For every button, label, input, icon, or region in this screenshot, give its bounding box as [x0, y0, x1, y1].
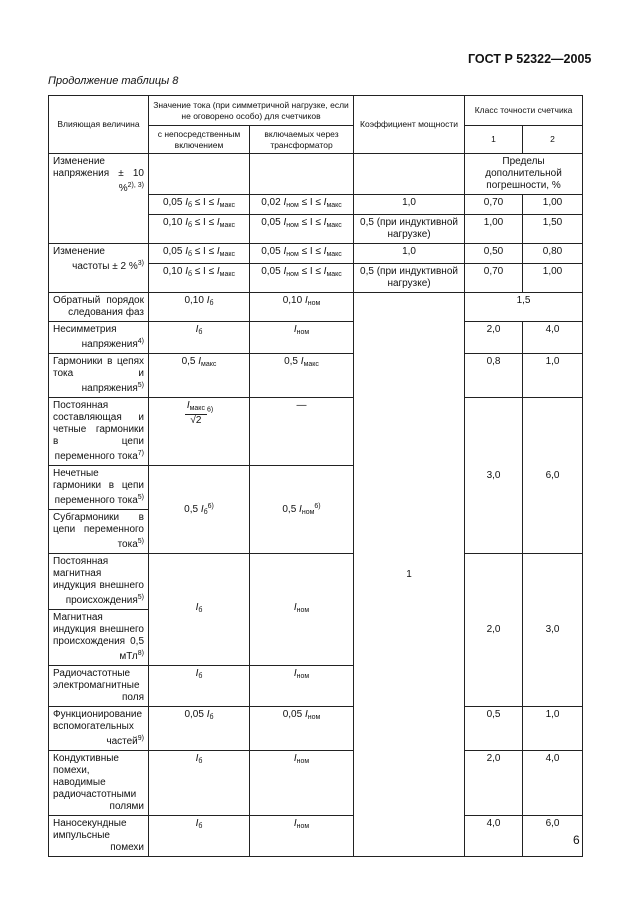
- influence-table: [48, 95, 583, 857]
- cell-current-transformer: 0,02 $I_{ном} \le I \le I_{макс}$: [250, 195, 354, 215]
- row-unbalance-label: Несимметрия напряжения$^{4)}$: [49, 322, 149, 354]
- cell-current-transformer: —: [250, 398, 354, 466]
- cell-class-1: 4,0: [465, 816, 523, 857]
- row-harmonics-label: Гармоники в цепях тока и напряжения$^{5)}$: [49, 354, 149, 398]
- cell-class-1: 0,70: [465, 195, 523, 215]
- cell-empty: [354, 154, 465, 195]
- cell-class-1-merged: 2,0: [465, 554, 523, 707]
- page-number: 6: [573, 833, 580, 847]
- cell-current-transformer: 0,10 $I_{ном}$: [250, 293, 354, 322]
- cell-current-transformer: 0,05 $I_{ном} \le I \le I_{макс}$: [250, 244, 354, 264]
- header-class-2: 2: [523, 126, 583, 154]
- cell-class-1: 2,0: [465, 322, 523, 354]
- cell-current-transformer: $I_{ном}$: [250, 554, 354, 666]
- cell-current-transformer: $I_{ном}$: [250, 322, 354, 354]
- row-odd-harmonics-label: Нечетные гармоники в цепи переменного тока$^{5)}$: [49, 466, 149, 510]
- row-radio-fields-label: Радиочастотные электромагнитные поля: [49, 666, 149, 707]
- cell-class-2: 1,00: [523, 264, 583, 293]
- cell-power-factor: 0,5 (при индуктивной нагрузке): [354, 215, 465, 244]
- cell-current-direct: 0,5 $I_{макс}$: [149, 354, 250, 398]
- cell-current-transformer: 0,05 $I_{ном} \le I \le I_{макс}$: [250, 264, 354, 293]
- header-influence: Влияющая величина: [49, 96, 149, 154]
- header-class-1: 1: [465, 126, 523, 154]
- cell-power-factor: 1,0: [354, 195, 465, 215]
- cell-class-1: 0,50: [465, 244, 523, 264]
- cell-class-2: 1,0: [523, 354, 583, 398]
- row-subharmonics-label: Субгармоники в цепи переменного тока$^{5)}$: [49, 510, 149, 554]
- cell-power-factor: 0,5 (при индуктивной нагрузке): [354, 264, 465, 293]
- cell-power-factor-merged: 1: [354, 293, 465, 857]
- cell-current-direct: $I_б$: [149, 666, 250, 707]
- cell-class-2: 1,00: [523, 195, 583, 215]
- header-direct: с непосредственным включением: [149, 126, 250, 154]
- cell-empty: [250, 154, 354, 195]
- cell-current-direct: 0,5 $I_б^{6)}$: [149, 466, 250, 554]
- row-magnetic-induction-label: Постоянная магнитная индукция внешнего происхождения$^{5)}$: [49, 554, 149, 610]
- row-conducted-label: Кондуктивные помехи, наводимые радиочастотными полями: [49, 751, 149, 816]
- cell-power-factor: 1,0: [354, 244, 465, 264]
- cell-class-2: 6,0: [523, 816, 583, 857]
- cell-current-transformer: $I_{ном}$: [250, 751, 354, 816]
- cell-current-direct: 0,05 $I_б \le I \le I_{макс}$: [149, 244, 250, 264]
- header-current-value: Значение тока (при симметричной нагрузке, если не оговорено особо) для счетчиков: [149, 96, 354, 126]
- cell-current-transformer: 0,5 $I_{ном}^{6)}$: [250, 466, 354, 554]
- cell-class-1: 2,0: [465, 751, 523, 816]
- cell-class-1: 0,5: [465, 707, 523, 751]
- cell-class-1: 1,00: [465, 215, 523, 244]
- cell-current-transformer: $I_{ном}$: [250, 816, 354, 857]
- row-dc-component-label: Постоянная составляющая и четные гармоники в цепи переменного тока$^{7)}$: [49, 398, 149, 466]
- cell-class-1: 0,70: [465, 264, 523, 293]
- cell-current-direct: $I_б$: [149, 554, 250, 666]
- cell-current-direct: $I_б$: [149, 322, 250, 354]
- cell-current-transformer: $I_{ном}$: [250, 666, 354, 707]
- cell-empty: [149, 154, 250, 195]
- cell-class-2: 4,0: [523, 751, 583, 816]
- standard-designation: ГОСТ Р 52322—2005: [468, 52, 592, 66]
- row-nanosecond-label: Наносекундные импульсные помехи: [49, 816, 149, 857]
- cell-current-direct: 0,10 $I_б$: [149, 293, 250, 322]
- cell-class-2: 4,0: [523, 322, 583, 354]
- cell-current-direct: $I_б$: [149, 751, 250, 816]
- row-auxiliary-label: Функционирование вспомогательных частей$^{9)}$: [49, 707, 149, 751]
- table-continuation-caption: Продолжение таблицы 8: [48, 75, 179, 87]
- header-accuracy-class: Класс точности счетчика: [465, 96, 583, 126]
- row-magnetic-05mt-label: Магнитная индукция внешнего происхождения 0,5 мТл$^{8)}$: [49, 610, 149, 666]
- cell-current-transformer: 0,05 $I_{ном} \le I \le I_{макс}$: [250, 215, 354, 244]
- cell-class-2: 1,50: [523, 215, 583, 244]
- cell-current-direct: 0,05 $I_б \le I \le I_{макс}$: [149, 195, 250, 215]
- row-reverse-phase-label: Обратный порядок следования фаз: [49, 293, 149, 322]
- cell-current-transformer: 0,05 $I_{ном}$: [250, 707, 354, 751]
- cell-class-2-merged: 3,0: [523, 554, 583, 707]
- cell-class-2-merged: 6,0: [523, 398, 583, 554]
- additional-error-limits: Пределы дополнительной погрешности, %: [465, 154, 583, 195]
- cell-current-direct: $I_б$: [149, 816, 250, 857]
- cell-current-direct: 0,05 $I_б$: [149, 707, 250, 751]
- row-voltage-label: Изменение напряжения ± 10 %$^{2), 3)}$: [49, 154, 149, 244]
- header-transformer: включаемых через трансформатор: [250, 126, 354, 154]
- cell-current-direct: 0,10 $I_б \le I \le I_{макс}$: [149, 264, 250, 293]
- header-power-factor: Коэффициент мощности: [354, 96, 465, 154]
- cell-class-1-merged: 3,0: [465, 398, 523, 554]
- cell-class-merged: 1,5: [465, 293, 583, 322]
- cell-class-2: 0,80: [523, 244, 583, 264]
- row-frequency-label: Изменение частоты ± 2 %$^{3)}$: [49, 244, 149, 293]
- cell-class-1: 0,8: [465, 354, 523, 398]
- cell-current-direct: $I_{макс}$ √2 $^{6)}$: [149, 398, 250, 466]
- cell-class-2: 1,0: [523, 707, 583, 751]
- cell-current-transformer: 0,5 $I_{макс}$: [250, 354, 354, 398]
- cell-current-direct: 0,10 $I_б \le I \le I_{макс}$: [149, 215, 250, 244]
